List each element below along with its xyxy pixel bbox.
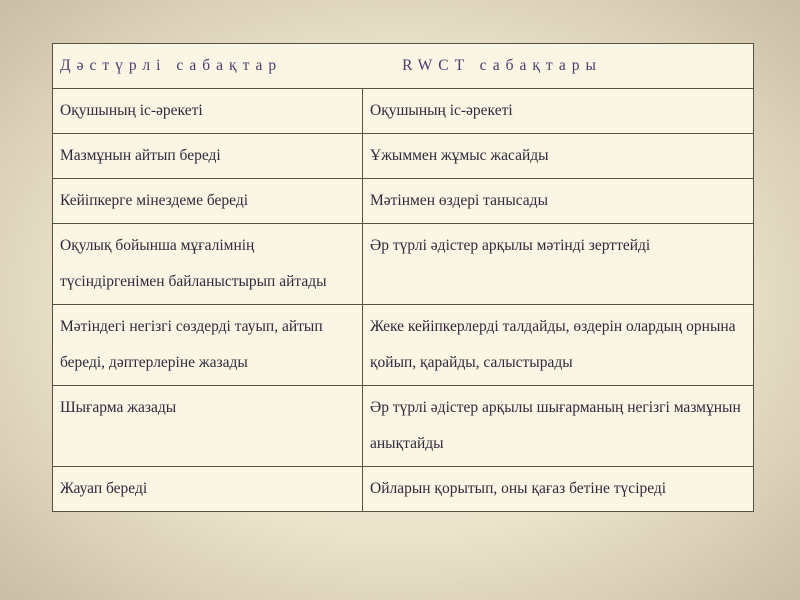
rwct-cell: Жеке кейіпкерлерді талдайды, өздерін олардың орнына қойып, қарайды, салыстырады	[363, 305, 754, 386]
header-rwct-lessons: RWCT сабақтары	[402, 57, 602, 74]
rwct-cell: Оқушының іс-әрекеті	[363, 89, 754, 134]
header-traditional-lessons: Дәстүрлі сабақтар	[60, 57, 283, 74]
rwct-cell: Әр түрлі әдістер арқылы шығарманың негізгі мазмұнын анықтайды	[363, 386, 754, 467]
traditional-cell: Оқушының іс-әрекеті	[53, 89, 363, 134]
table-row	[53, 179, 754, 224]
table-row	[53, 467, 754, 512]
table-header	[53, 44, 754, 89]
table-row	[53, 89, 754, 134]
traditional-cell: Мәтіндегі негізгі сөздерді тауып, айтып береді, дәптерлеріне жазады	[53, 305, 363, 386]
rwct-cell: Мәтінмен өздері танысады	[363, 179, 754, 224]
traditional-cell: Шығарма жазады	[53, 386, 363, 467]
traditional-cell: Кейіпкерге мінездеме береді	[53, 179, 363, 224]
table-row	[53, 305, 754, 386]
table-row	[53, 386, 754, 467]
table-row	[53, 224, 754, 305]
comparison-table	[52, 43, 754, 512]
traditional-cell: Оқулық бойынша мұғалімнің түсіндіргенімен байланыстырып айтады	[53, 224, 363, 305]
traditional-cell: Жауап береді	[53, 467, 363, 512]
traditional-cell: Мазмұнын айтып береді	[53, 134, 363, 179]
table-row	[53, 134, 754, 179]
table-header-row	[53, 44, 754, 89]
rwct-cell: Ұжыммен жұмыс жасайды	[363, 134, 754, 179]
rwct-cell: Әр түрлі әдістер арқылы мәтінді зерттейді	[363, 224, 754, 305]
rwct-cell: Ойларын қорытып, оны қағаз бетіне түсіреді	[363, 467, 754, 512]
